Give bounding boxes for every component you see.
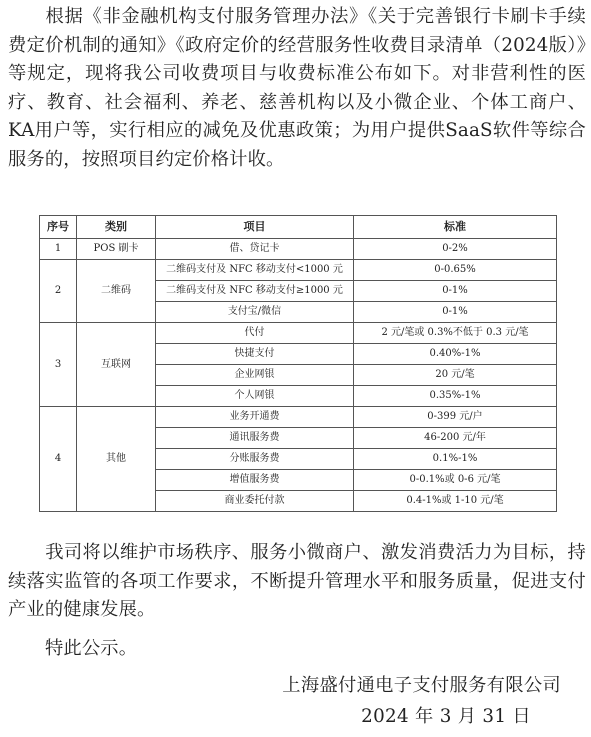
cell-item: 借、贷记卡 (156, 239, 354, 260)
signature-date: 2024 年 3 月 31 日 (361, 706, 531, 727)
cell-standard: 0-1% (354, 302, 557, 323)
cell-item: 快捷支付 (156, 344, 354, 365)
cell-category: 二维码 (77, 260, 156, 323)
cell-item: 二维码支付及 NFC 移动支付≥1000 元 (156, 281, 354, 302)
cell-standard: 20 元/笔 (354, 365, 557, 386)
fee-table-container (39, 215, 556, 512)
cell-no: 4 (40, 407, 77, 512)
company-signature: 上海盛付通电子支付服务有限公司 (282, 675, 561, 696)
cell-item: 商业委托付款 (156, 491, 354, 512)
cell-category: 其他 (77, 407, 156, 512)
cell-standard: 2 元/笔或 0.3%不低于 0.3 元/笔 (354, 323, 557, 344)
cell-standard: 0-399 元/户 (354, 407, 557, 428)
cell-standard: 0.40%-1% (354, 344, 557, 365)
cell-item: 个人网银 (156, 386, 354, 407)
cell-item: 企业网银 (156, 365, 354, 386)
cell-standard: 0.1%-1% (354, 449, 557, 470)
cell-standard: 0-1% (354, 281, 557, 302)
cell-item: 分账服务费 (156, 449, 354, 470)
table-row (40, 407, 557, 428)
header-standard: 标准 (354, 216, 557, 239)
cell-standard: 0.35%-1% (354, 386, 557, 407)
notice-paragraph (8, 635, 586, 664)
header-no: 序号 (40, 216, 77, 239)
closing-text: 我司将以维护市场秩序、服务小微商户、激发消费活力为目标，持续落实监管的各项工作要求，不断提升管理水平和服务质量，促进支付产业的健康发展。 (8, 542, 586, 620)
intro-paragraph (8, 3, 586, 174)
cell-item: 支付宝/微信 (156, 302, 354, 323)
cell-category: POS 刷卡 (77, 239, 156, 260)
cell-no: 1 (40, 239, 77, 260)
cell-standard: 0-2% (354, 239, 557, 260)
fee-table-body (40, 239, 557, 512)
table-row (40, 323, 557, 344)
cell-item: 业务开通费 (156, 407, 354, 428)
header-category: 类别 (77, 216, 156, 239)
cell-no: 2 (40, 260, 77, 323)
header-item: 项目 (156, 216, 354, 239)
cell-standard: 0-0.1%或 0-6 元/笔 (354, 470, 557, 491)
cell-standard: 0-0.65% (354, 260, 557, 281)
table-row (40, 260, 557, 281)
table-header-row (40, 216, 557, 239)
closing-paragraph (8, 539, 586, 625)
fee-table (39, 215, 557, 512)
cell-item: 二维码支付及 NFC 移动支付<1000 元 (156, 260, 354, 281)
cell-standard: 0.4-1%或 1-10 元/笔 (354, 491, 557, 512)
cell-item: 通讯服务费 (156, 428, 354, 449)
cell-item: 代付 (156, 323, 354, 344)
notice-text: 特此公示。 (45, 638, 138, 659)
cell-item: 增值服务费 (156, 470, 354, 491)
intro-text: 根据《非金融机构支付服务管理办法》《关于完善银行卡刷卡手续费定价机制的通知》《政府定价的经营服务性收费目录清单（2024版）》等规定，现将我公司收费项目与收费标准公布如下。对非营利性的医疗、教育、社会福利、养老、慈善机构以及小微企业、个体工商户、KA用户等，实行相应的减免及优惠政策；为用户提供SaaS软件等综合服务的，按照项目约定价格计收。 (8, 6, 586, 170)
cell-category: 互联网 (77, 323, 156, 407)
cell-no: 3 (40, 323, 77, 407)
table-row (40, 239, 557, 260)
cell-standard: 46-200 元/年 (354, 428, 557, 449)
